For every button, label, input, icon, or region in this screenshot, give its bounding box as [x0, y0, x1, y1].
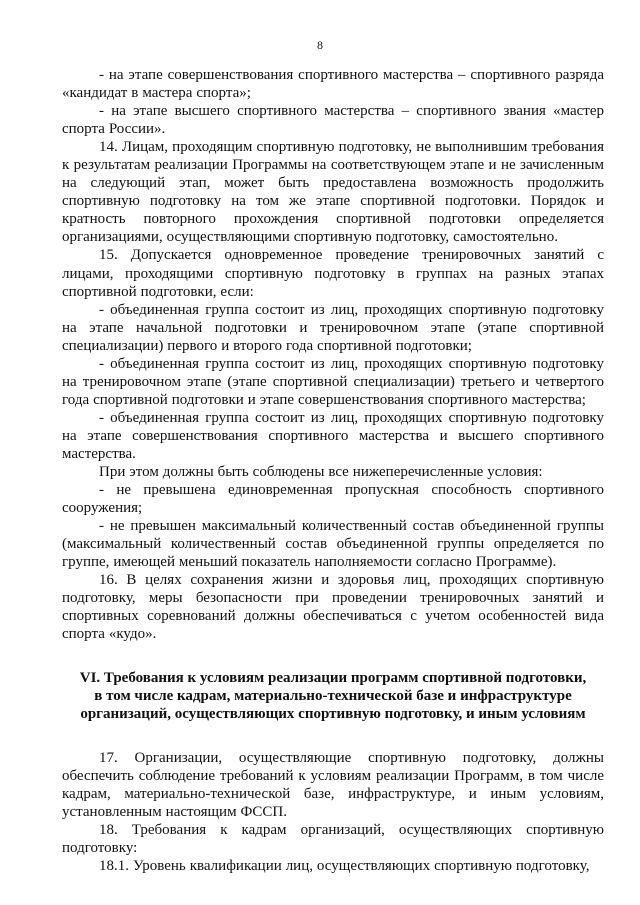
- page-number: 8: [317, 38, 323, 52]
- section-heading-line-1: VI. Требования к условиям реализации программ спортивной подготовки,: [79, 669, 587, 686]
- paragraph-condition-2: - не превышен максимальный количественный состав объединенной группы (максимальный количественный состав объединенной группы определяется по группе, имеющей меньший показатель наполняемости согласно Программе).: [62, 518, 604, 571]
- paragraph-15-item-3: - объединенная группа состоит из лиц, проходящих спортивную подготовку на этапе совершенствования спортивного мастерства и высшего спортивного мастерства.: [62, 409, 604, 462]
- paragraph-16: 16. В целях сохранения жизни и здоровья лиц, проходящих спортивную подготовку, меры безопасности при проведении тренировочных занятий и спортивных соревнований должны обеспечиваться с учетом особенностей вида спорта «кудо».: [62, 572, 604, 643]
- paragraph-stage-vsm: - на этапе высшего спортивного мастерства – спортивного звания «мастер спорта России».: [62, 103, 604, 138]
- paragraph-14: 14. Лицам, проходящим спортивную подготовку, не выполнившим требования к результатам реализации Программы на соответствующем этапе и не зачисленным на следующий этап, может быть предоставлена возможность продолжить спортивную подготовку на том же этапе спортивной подготовки. Порядок и кратность повторного прохождения спортивной подготовки определяется организациями, осуществляющими спортивную подготовку, самостоятельно.: [62, 139, 604, 246]
- paragraph-stage-csm: - на этапе совершенствования спортивного мастерства – спортивного разряда «кандидат в мастера спорта»;: [62, 67, 604, 102]
- paragraph-15: 15. Допускается одновременное проведение тренировочных занятий с лицами, проходящими спортивную подготовку в группах на разных этапах спортивной подготовки, если:: [62, 247, 604, 300]
- paragraph-15-item-2: - объединенная группа состоит из лиц, проходящих спортивную подготовку на тренировочном этапе (этапе спортивной специализации) третьего и четвертого года спортивной подготовки и этапе совершенствования спортивного мастерства;: [62, 355, 604, 408]
- section-heading-line-3: организаций, осуществляющих спортивную подготовку, и иным условиям: [80, 705, 586, 722]
- paragraph-condition-1: - не превышена единовременная пропускная способность спортивного сооружения;: [62, 482, 604, 517]
- paragraph-15-item-1: - объединенная группа состоит из лиц, проходящих спортивную подготовку на этапе начальной подготовки и тренировочном этапе (этапе спортивной специализации) первого и второго года спортивной подготовки;: [62, 301, 604, 354]
- paragraph-17: 17. Организации, осуществляющие спортивную подготовку, должны обеспечить соблюдение требований к условиям реализации Программ, в том числе кадрам, материально-технической базе, инфраструктуре, и иным условиям, установленным настоящим ФССП.: [62, 749, 604, 820]
- paragraph-conditions-intro: При этом должны быть соблюдены все нижеперечисленные условия:: [99, 464, 543, 481]
- paragraph-18: 18. Требования к кадрам организаций, осуществляющих спортивную подготовку:: [62, 821, 604, 856]
- document-body: [62, 66, 604, 875]
- section-heading: [62, 669, 604, 723]
- paragraph-18-1: 18.1. Уровень квалификации лиц, осуществляющих спортивную подготовку,: [99, 857, 590, 874]
- section-heading-line-2: в том числе кадрам, материально-технической базе и инфраструктуре: [94, 687, 572, 704]
